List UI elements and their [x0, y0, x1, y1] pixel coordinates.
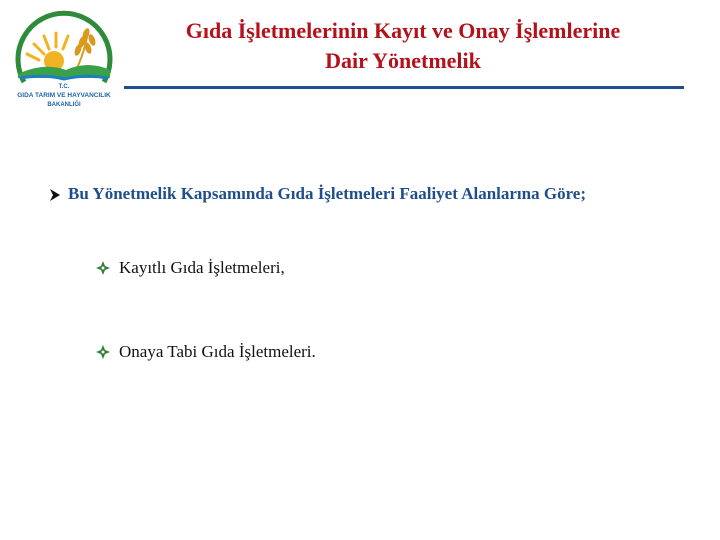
title-divider — [124, 86, 684, 89]
main-point-text: Bu Yönetmelik Kapsamında Gıda İşletmeleri Faaliyet Alanlarına Göre; — [68, 184, 587, 203]
sub-point-text: Kayıtlı Gıda İşletmeleri, — [119, 258, 285, 277]
arrow-bullet-icon — [48, 187, 62, 201]
title-line-2: Dair Yönetmelik — [325, 48, 481, 73]
sub-point-2 — [95, 342, 316, 362]
logo-text-tc: T.C. — [58, 84, 70, 90]
sub-point-text: Onaya Tabi Gıda İşletmeleri. — [119, 342, 316, 361]
sub-point-1 — [95, 258, 285, 278]
logo-text-ministry: GIDA TARIM VE HAYVANCILIK — [17, 92, 111, 99]
diamond-bullet-icon — [95, 260, 111, 276]
logo-text-bakanlik: BAKANLIĞI — [47, 102, 81, 108]
page-title — [128, 16, 678, 76]
ministry-logo — [4, 4, 124, 114]
main-point — [48, 184, 586, 204]
title-line-1: Gıda İşletmelerinin Kayıt ve Onay İşlemlerine — [185, 18, 621, 43]
diamond-bullet-icon — [95, 344, 111, 360]
ministry-logo-icon — [4, 4, 124, 114]
